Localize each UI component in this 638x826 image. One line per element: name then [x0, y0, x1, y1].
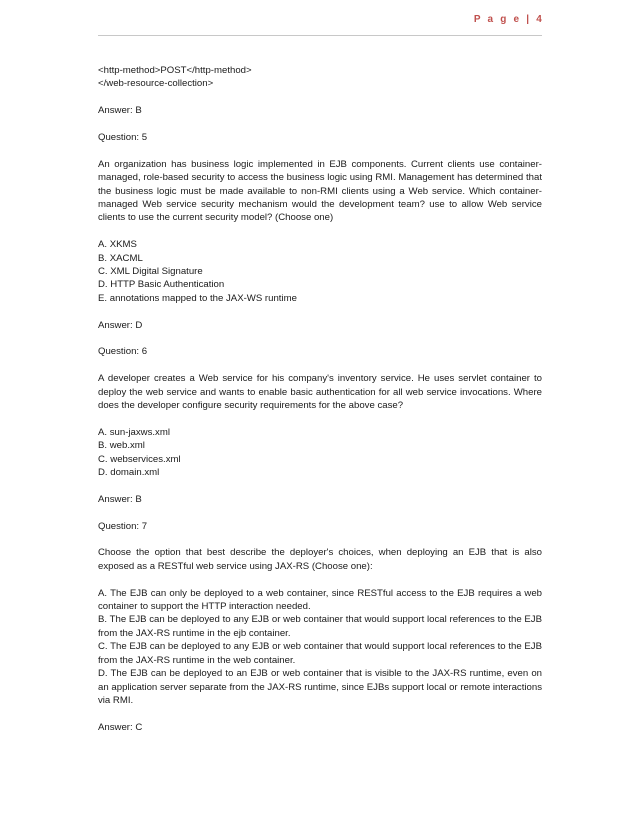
option: C. XML Digital Signature	[98, 266, 203, 278]
option: B. The EJB can be deployed to any EJB or web container that would support local references to the EJB from the JAX-RS runtime in the ejb container.	[98, 614, 542, 639]
option: D. domain.xml	[98, 467, 160, 479]
question-7-text: Choose the option that best describe the deployer's choices, when deploying an EJB that is also exposed as a RESTful web service using JAX-RS (Choose one):	[98, 547, 542, 572]
answer-previous: Answer: B	[98, 105, 142, 117]
question-6-title: Question: 6	[98, 346, 148, 358]
header-divider	[98, 35, 542, 36]
question-5-text: An organization has business logic implemented in EJB components. Current clients use container-managed, role-based security to access the business logic using RMI. Management has determined that the business logic must be made available to non-RMI clients using a Web service. Which container-managed Web service security mechanism would the development team? use to allow Web service clients to use the current security model? (Choose one)	[98, 158, 542, 224]
question-5-answer: Answer: D	[98, 319, 143, 331]
question-6-text: A developer creates a Web service for his company's inventory service. He uses servlet container to deploy the web service and wants to enable basic authentication for all web service invocations. Where does the developer configure security requirements for the above case?	[98, 373, 542, 412]
option: E. annotations mapped to the JAX-WS runtime	[98, 292, 297, 304]
question-5-options	[98, 238, 542, 305]
question-7-title: Question: 7	[98, 520, 148, 532]
code-line: <http-method>POST</http-method>	[98, 65, 252, 76]
option: D. The EJB can be deployed to an EJB or web container that is visible to the JAX-RS runtime, even on an application server separate from the JAX-RS runtime, since EJBs support local or remote interactions via RMI.	[98, 668, 542, 706]
page-number-header: P a g e | 4	[473, 14, 544, 25]
option: A. The EJB can only be deployed to a web container, since RESTful access to the EJB requires a web container to support the HTTP interaction needed.	[98, 587, 542, 613]
question-5-title: Question: 5	[98, 132, 148, 143]
option: A. sun-jaxws.xml	[98, 426, 170, 438]
option: B. XACML	[98, 252, 143, 264]
option: D. HTTP Basic Authentication	[98, 279, 225, 291]
question-7-answer: Answer: C	[98, 721, 143, 733]
option: C. The EJB can be deployed to any EJB or web container that would support local references to the EJB from the JAX-RS runtime in the web container.	[98, 641, 542, 666]
option: C. webservices.xml	[98, 453, 181, 465]
question-6-options	[98, 426, 542, 480]
question-7-options	[98, 587, 542, 708]
option: A. XKMS	[98, 239, 137, 251]
question-6-answer: Answer: B	[98, 493, 142, 505]
document-body	[98, 64, 542, 748]
code-line: </web-resource-collection>	[98, 78, 214, 90]
option: B. web.xml	[98, 440, 145, 452]
